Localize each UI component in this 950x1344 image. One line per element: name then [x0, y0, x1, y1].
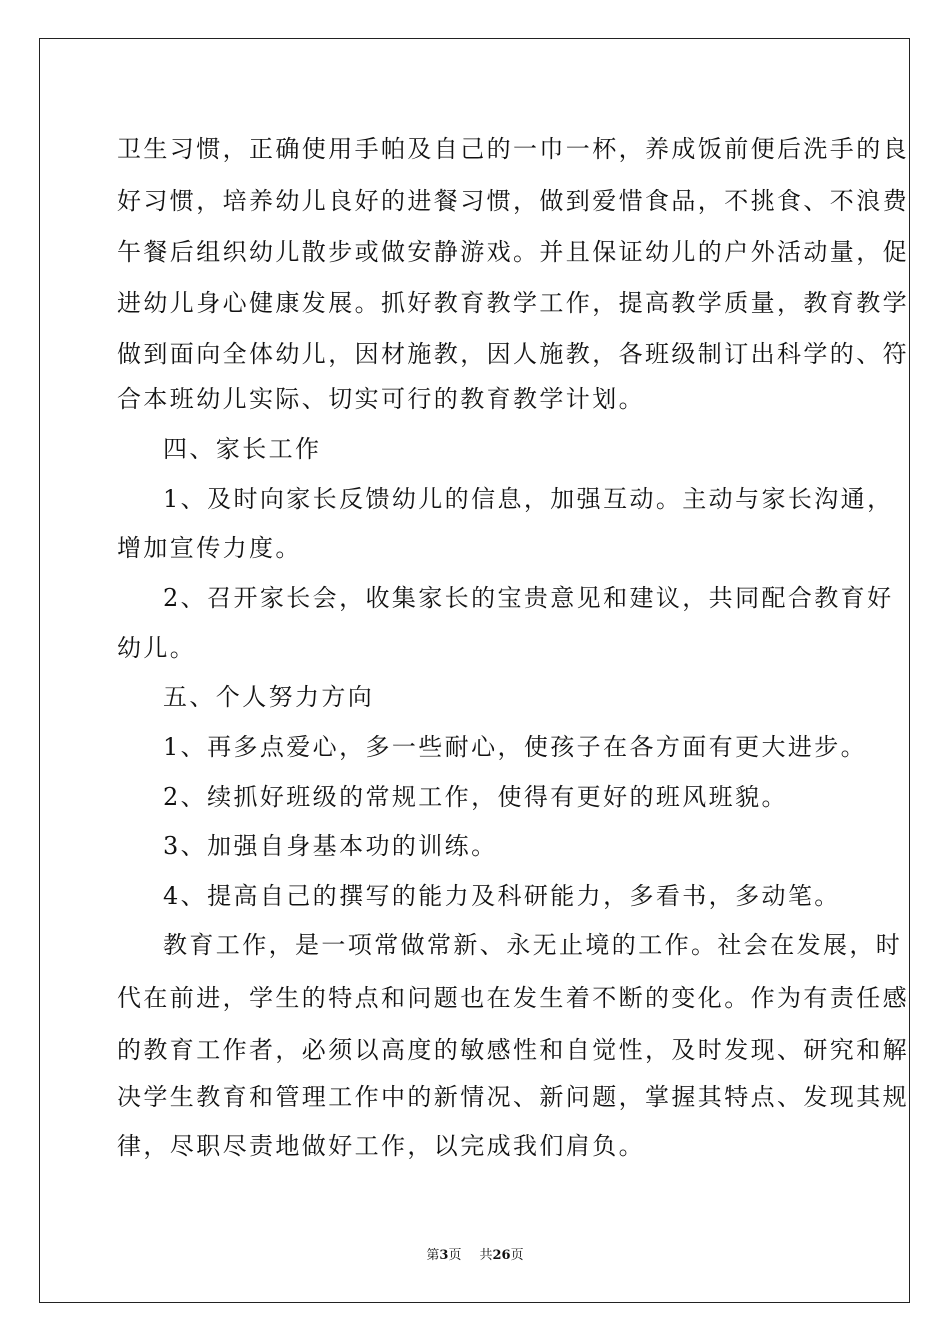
body-line-5: 做到面向全体幼儿，因材施教，因人施教，各班级制订出科学的、符 — [117, 340, 909, 368]
footer-page-number: 3 — [439, 1248, 449, 1263]
list-item-personal-4: 4、提高自己的撰写的能力及科研能力，多看书，多动笔。 — [163, 882, 841, 910]
list-item-parent-1-cont: 增加宣传力度。 — [117, 534, 302, 562]
body-line-2: 好习惯，培养幼儿良好的进餐习惯，做到爱惜食品，不挑食、不浪费 — [117, 187, 909, 215]
list-item-personal-3: 3、加强自身基本功的训练。 — [163, 832, 498, 860]
closing-line-3: 的教育工作者，必须以高度的敏感性和自觉性，及时发现、研究和解 — [117, 1036, 909, 1064]
footer-total-prefix: 共 — [479, 1248, 493, 1263]
closing-line-5: 律，尽职尽责地做好工作，以完成我们肩负。 — [117, 1132, 645, 1160]
footer-total-suffix: 页 — [510, 1248, 524, 1263]
section-heading-parent-work: 四、家长工作 — [163, 435, 322, 463]
list-item-parent-2-cont: 幼儿。 — [117, 634, 197, 662]
footer-page-suffix: 页 — [448, 1248, 462, 1263]
page-footer — [0, 1247, 950, 1265]
footer-total-number: 26 — [492, 1248, 511, 1263]
list-item-personal-1: 1、再多点爱心，多一些耐心，使孩子在各方面有更大进步。 — [163, 733, 868, 761]
closing-line-4: 决学生教育和管理工作中的新情况、新问题，掌握其特点、发现其规 — [117, 1083, 909, 1111]
closing-line-2: 代在前进，学生的特点和问题也在发生着不断的变化。作为有责任感 — [117, 984, 909, 1012]
section-heading-personal-direction: 五、个人努力方向 — [163, 683, 375, 711]
footer-page-prefix: 第 — [426, 1248, 440, 1263]
body-line-1: 卫生习惯，正确使用手帕及自己的一巾一杯，养成饭前便后洗手的良 — [117, 135, 909, 163]
list-item-parent-1: 1、及时向家长反馈幼儿的信息，加强互动。主动与家长沟通， — [163, 485, 894, 513]
page-frame — [39, 38, 910, 1303]
list-item-parent-2: 2、召开家长会，收集家长的宝贵意见和建议，共同配合教育好 — [163, 584, 894, 612]
closing-line-1: 教育工作，是一项常做常新、永无止境的工作。社会在发展，时 — [163, 931, 903, 959]
body-line-3: 午餐后组织幼儿散步或做安静游戏。并且保证幼儿的户外活动量，促 — [117, 238, 909, 266]
body-line-6: 合本班幼儿实际、切实可行的教育教学计划。 — [117, 385, 645, 413]
list-item-personal-2: 2、续抓好班级的常规工作，使得有更好的班风班貌。 — [163, 783, 788, 811]
body-line-4: 进幼儿身心健康发展。抓好教育教学工作，提高教学质量，教育教学 — [117, 289, 909, 317]
